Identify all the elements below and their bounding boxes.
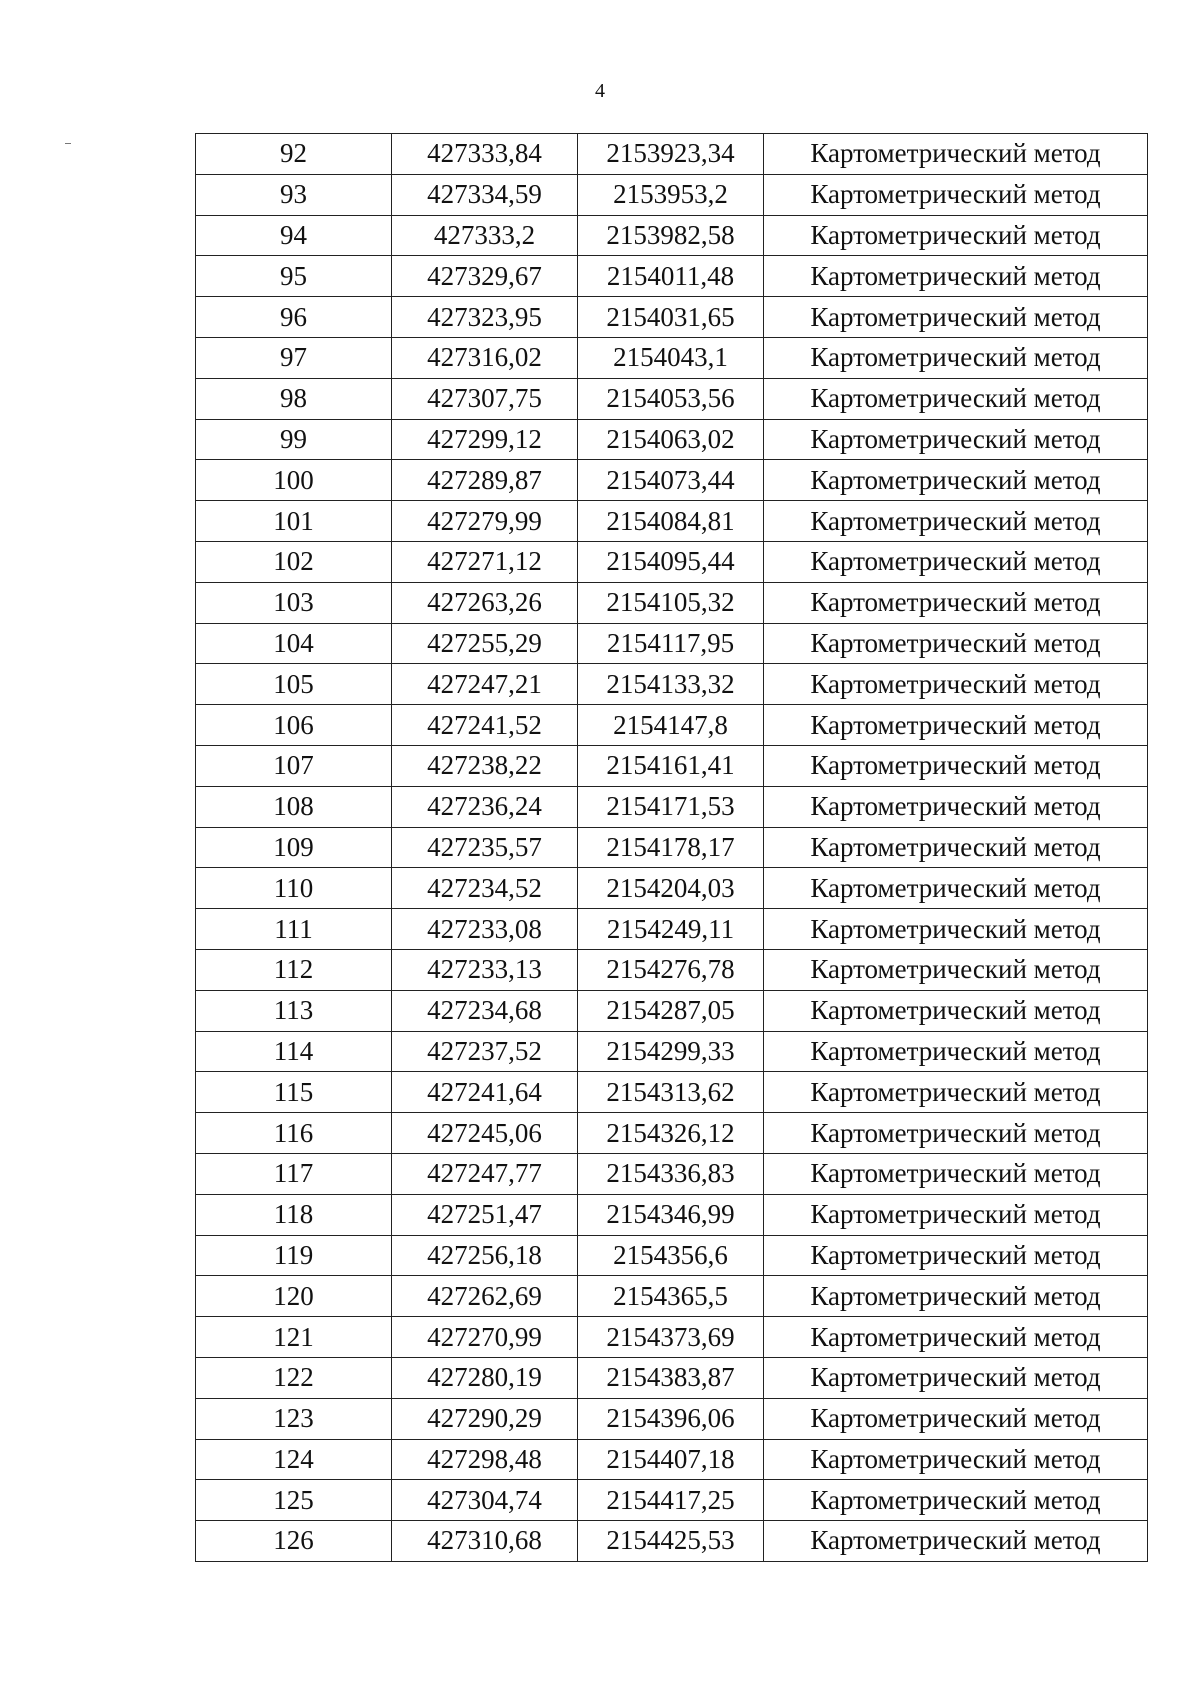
- y-coordinate-cell: 2154133,32: [578, 664, 764, 705]
- table-row: [196, 1153, 1148, 1194]
- table-row: [196, 786, 1148, 827]
- point-number-cell: 109: [196, 827, 392, 868]
- table-row: [196, 419, 1148, 460]
- method-cell: Картометрический метод: [764, 990, 1148, 1031]
- y-coordinate-cell: 2154313,62: [578, 1072, 764, 1113]
- point-number-cell: 126: [196, 1521, 392, 1562]
- method-cell: Картометрический метод: [764, 949, 1148, 990]
- table-row: [196, 1113, 1148, 1154]
- y-coordinate-cell: 2154095,44: [578, 541, 764, 582]
- method-cell: Картометрический метод: [764, 623, 1148, 664]
- y-coordinate-cell: 2154365,5: [578, 1276, 764, 1317]
- y-coordinate-cell: 2154336,83: [578, 1153, 764, 1194]
- table-row: [196, 868, 1148, 909]
- point-number-cell: 111: [196, 909, 392, 950]
- x-coordinate-cell: 427238,22: [392, 745, 578, 786]
- table-row: [196, 297, 1148, 338]
- y-coordinate-cell: 2154326,12: [578, 1113, 764, 1154]
- y-coordinate-cell: 2154105,32: [578, 582, 764, 623]
- point-number-cell: 99: [196, 419, 392, 460]
- point-number-cell: 93: [196, 174, 392, 215]
- table-row: [196, 1317, 1148, 1358]
- table-row: [196, 949, 1148, 990]
- method-cell: Картометрический метод: [764, 1153, 1148, 1194]
- table-row: [196, 990, 1148, 1031]
- point-number-cell: 112: [196, 949, 392, 990]
- y-coordinate-cell: 2153982,58: [578, 215, 764, 256]
- y-coordinate-cell: 2154383,87: [578, 1357, 764, 1398]
- table-row: [196, 215, 1148, 256]
- point-number-cell: 108: [196, 786, 392, 827]
- table-row: [196, 501, 1148, 542]
- table-row: [196, 1194, 1148, 1235]
- method-cell: Картометрический метод: [764, 664, 1148, 705]
- x-coordinate-cell: 427241,52: [392, 705, 578, 746]
- method-cell: Картометрический метод: [764, 1521, 1148, 1562]
- table-row: [196, 1276, 1148, 1317]
- point-number-cell: 110: [196, 868, 392, 909]
- table-row: [196, 378, 1148, 419]
- x-coordinate-cell: 427298,48: [392, 1439, 578, 1480]
- point-number-cell: 121: [196, 1317, 392, 1358]
- y-coordinate-cell: 2154407,18: [578, 1439, 764, 1480]
- y-coordinate-cell: 2154053,56: [578, 378, 764, 419]
- method-cell: Картометрический метод: [764, 909, 1148, 950]
- x-coordinate-cell: 427289,87: [392, 460, 578, 501]
- point-number-cell: 116: [196, 1113, 392, 1154]
- y-coordinate-cell: 2154276,78: [578, 949, 764, 990]
- point-number-cell: 96: [196, 297, 392, 338]
- y-coordinate-cell: 2154084,81: [578, 501, 764, 542]
- x-coordinate-cell: 427271,12: [392, 541, 578, 582]
- table-row: [196, 1235, 1148, 1276]
- x-coordinate-cell: 427256,18: [392, 1235, 578, 1276]
- x-coordinate-cell: 427279,99: [392, 501, 578, 542]
- table-row: [196, 1357, 1148, 1398]
- point-number-cell: 98: [196, 378, 392, 419]
- method-cell: Картометрический метод: [764, 582, 1148, 623]
- x-coordinate-cell: 427247,77: [392, 1153, 578, 1194]
- x-coordinate-cell: 427235,57: [392, 827, 578, 868]
- x-coordinate-cell: 427263,26: [392, 582, 578, 623]
- point-number-cell: 122: [196, 1357, 392, 1398]
- point-number-cell: 115: [196, 1072, 392, 1113]
- table-row: [196, 909, 1148, 950]
- y-coordinate-cell: 2154249,11: [578, 909, 764, 950]
- point-number-cell: 102: [196, 541, 392, 582]
- x-coordinate-cell: 427310,68: [392, 1521, 578, 1562]
- x-coordinate-cell: 427280,19: [392, 1357, 578, 1398]
- point-number-cell: 103: [196, 582, 392, 623]
- point-number-cell: 92: [196, 134, 392, 175]
- table-row: [196, 1398, 1148, 1439]
- point-number-cell: 125: [196, 1480, 392, 1521]
- table-row: [196, 174, 1148, 215]
- x-coordinate-cell: 427316,02: [392, 337, 578, 378]
- point-number-cell: 104: [196, 623, 392, 664]
- x-coordinate-cell: 427241,64: [392, 1072, 578, 1113]
- table-row: [196, 256, 1148, 297]
- y-coordinate-cell: 2154043,1: [578, 337, 764, 378]
- x-coordinate-cell: 427334,59: [392, 174, 578, 215]
- table-row: [196, 1480, 1148, 1521]
- point-number-cell: 114: [196, 1031, 392, 1072]
- method-cell: Картометрический метод: [764, 868, 1148, 909]
- point-number-cell: 124: [196, 1439, 392, 1480]
- point-number-cell: 105: [196, 664, 392, 705]
- y-coordinate-cell: 2154396,06: [578, 1398, 764, 1439]
- x-coordinate-cell: 427234,52: [392, 868, 578, 909]
- x-coordinate-cell: 427233,08: [392, 909, 578, 950]
- y-coordinate-cell: 2154417,25: [578, 1480, 764, 1521]
- method-cell: Картометрический метод: [764, 256, 1148, 297]
- x-coordinate-cell: 427304,74: [392, 1480, 578, 1521]
- method-cell: Картометрический метод: [764, 1113, 1148, 1154]
- point-number-cell: 95: [196, 256, 392, 297]
- table-row: [196, 582, 1148, 623]
- method-cell: Картометрический метод: [764, 337, 1148, 378]
- method-cell: Картометрический метод: [764, 297, 1148, 338]
- method-cell: Картометрический метод: [764, 1398, 1148, 1439]
- method-cell: Картометрический метод: [764, 378, 1148, 419]
- point-number-cell: 120: [196, 1276, 392, 1317]
- table-row: [196, 623, 1148, 664]
- method-cell: Картометрический метод: [764, 1317, 1148, 1358]
- table-row: [196, 460, 1148, 501]
- x-coordinate-cell: 427255,29: [392, 623, 578, 664]
- y-coordinate-cell: 2154063,02: [578, 419, 764, 460]
- y-coordinate-cell: 2154204,03: [578, 868, 764, 909]
- x-coordinate-cell: 427262,69: [392, 1276, 578, 1317]
- table-row: [196, 337, 1148, 378]
- x-coordinate-cell: 427329,67: [392, 256, 578, 297]
- point-number-cell: 107: [196, 745, 392, 786]
- y-coordinate-cell: 2154425,53: [578, 1521, 764, 1562]
- y-coordinate-cell: 2154346,99: [578, 1194, 764, 1235]
- y-coordinate-cell: 2154011,48: [578, 256, 764, 297]
- method-cell: Картометрический метод: [764, 541, 1148, 582]
- page-number: 4: [595, 80, 605, 102]
- point-number-cell: 113: [196, 990, 392, 1031]
- method-cell: Картометрический метод: [764, 1194, 1148, 1235]
- x-coordinate-cell: 427270,99: [392, 1317, 578, 1358]
- table-row: [196, 134, 1148, 175]
- y-coordinate-cell: 2153923,34: [578, 134, 764, 175]
- method-cell: Картометрический метод: [764, 786, 1148, 827]
- y-coordinate-cell: 2154171,53: [578, 786, 764, 827]
- method-cell: Картометрический метод: [764, 1276, 1148, 1317]
- table-row: [196, 664, 1148, 705]
- table-row: [196, 1031, 1148, 1072]
- point-number-cell: 97: [196, 337, 392, 378]
- method-cell: Картометрический метод: [764, 1439, 1148, 1480]
- table-row: [196, 705, 1148, 746]
- coordinates-table: [195, 133, 1148, 1562]
- x-coordinate-cell: 427333,2: [392, 215, 578, 256]
- method-cell: Картометрический метод: [764, 419, 1148, 460]
- method-cell: Картометрический метод: [764, 134, 1148, 175]
- x-coordinate-cell: 427307,75: [392, 378, 578, 419]
- x-coordinate-cell: 427299,12: [392, 419, 578, 460]
- y-coordinate-cell: 2154356,6: [578, 1235, 764, 1276]
- point-number-cell: 123: [196, 1398, 392, 1439]
- point-number-cell: 101: [196, 501, 392, 542]
- method-cell: Картометрический метод: [764, 705, 1148, 746]
- y-coordinate-cell: 2154287,05: [578, 990, 764, 1031]
- y-coordinate-cell: 2154031,65: [578, 297, 764, 338]
- x-coordinate-cell: 427237,52: [392, 1031, 578, 1072]
- point-number-cell: 117: [196, 1153, 392, 1194]
- y-coordinate-cell: 2154147,8: [578, 705, 764, 746]
- table-row: [196, 541, 1148, 582]
- table-row: [196, 745, 1148, 786]
- y-coordinate-cell: 2154117,95: [578, 623, 764, 664]
- x-coordinate-cell: 427290,29: [392, 1398, 578, 1439]
- y-coordinate-cell: 2153953,2: [578, 174, 764, 215]
- method-cell: Картометрический метод: [764, 501, 1148, 542]
- y-coordinate-cell: 2154073,44: [578, 460, 764, 501]
- method-cell: Картометрический метод: [764, 827, 1148, 868]
- x-coordinate-cell: 427251,47: [392, 1194, 578, 1235]
- point-number-cell: 118: [196, 1194, 392, 1235]
- method-cell: Картометрический метод: [764, 1480, 1148, 1521]
- method-cell: Картометрический метод: [764, 174, 1148, 215]
- y-coordinate-cell: 2154299,33: [578, 1031, 764, 1072]
- point-number-cell: 106: [196, 705, 392, 746]
- method-cell: Картометрический метод: [764, 215, 1148, 256]
- scan-mark: [65, 143, 71, 144]
- y-coordinate-cell: 2154178,17: [578, 827, 764, 868]
- method-cell: Картометрический метод: [764, 1235, 1148, 1276]
- x-coordinate-cell: 427333,84: [392, 134, 578, 175]
- table-row: [196, 1072, 1148, 1113]
- table-row: [196, 1439, 1148, 1480]
- x-coordinate-cell: 427236,24: [392, 786, 578, 827]
- x-coordinate-cell: 427234,68: [392, 990, 578, 1031]
- method-cell: Картометрический метод: [764, 1031, 1148, 1072]
- table-row: [196, 827, 1148, 868]
- x-coordinate-cell: 427323,95: [392, 297, 578, 338]
- method-cell: Картометрический метод: [764, 1357, 1148, 1398]
- y-coordinate-cell: 2154373,69: [578, 1317, 764, 1358]
- x-coordinate-cell: 427247,21: [392, 664, 578, 705]
- method-cell: Картометрический метод: [764, 1072, 1148, 1113]
- method-cell: Картометрический метод: [764, 460, 1148, 501]
- point-number-cell: 100: [196, 460, 392, 501]
- x-coordinate-cell: 427245,06: [392, 1113, 578, 1154]
- point-number-cell: 94: [196, 215, 392, 256]
- point-number-cell: 119: [196, 1235, 392, 1276]
- method-cell: Картометрический метод: [764, 745, 1148, 786]
- x-coordinate-cell: 427233,13: [392, 949, 578, 990]
- y-coordinate-cell: 2154161,41: [578, 745, 764, 786]
- coordinates-table-body: [196, 134, 1148, 1562]
- table-row: [196, 1521, 1148, 1562]
